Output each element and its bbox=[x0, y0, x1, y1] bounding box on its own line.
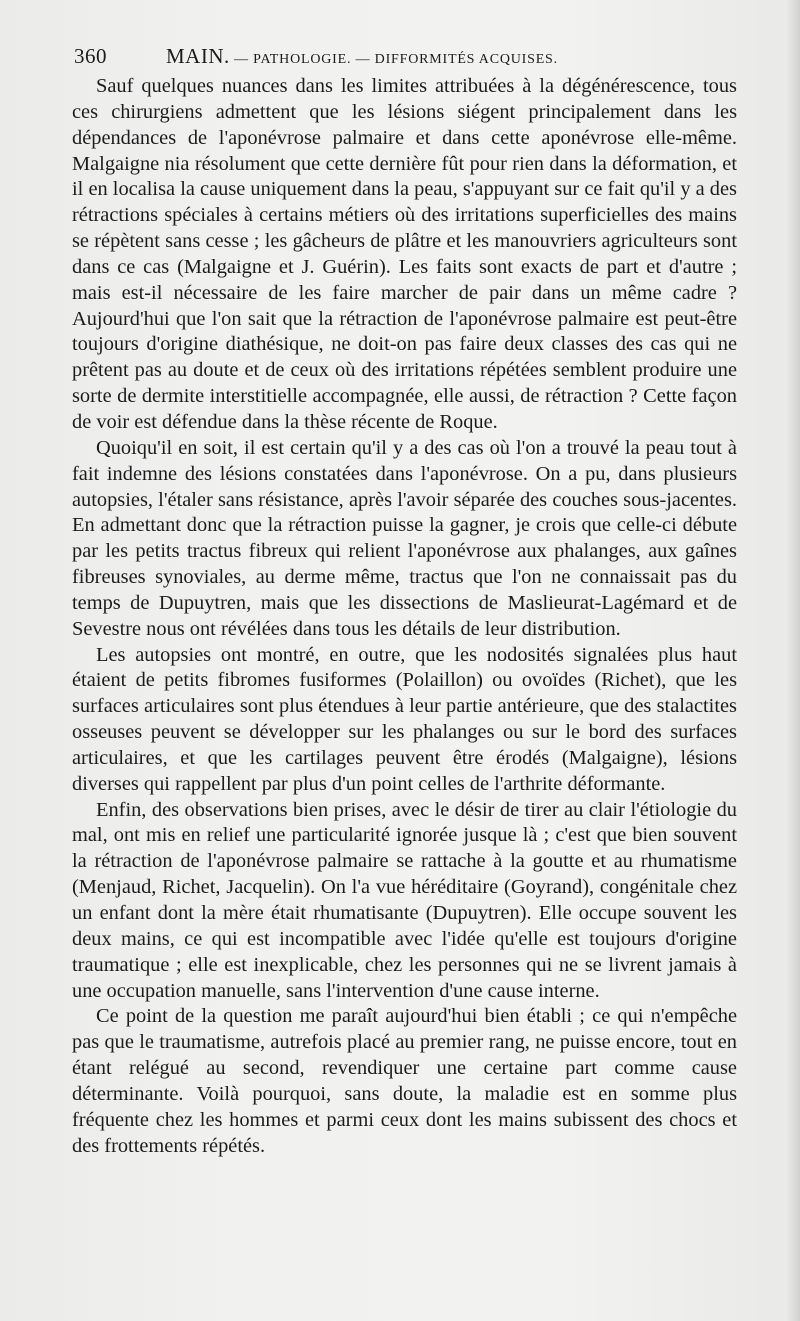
paragraph-4: Enfin, des observations bien prises, avec le désir de tirer au clair l'étiologie du mal, ont mis en relief une particularité ignorée jusque là ; c'est que bien souvent la rétraction de l'aponévrose palmaire se rattache à la goutte et au rhumatisme (Menjaud, Richet, Jacquelin). On l'a vue héréditaire (Goyrand), congénitale chez un enfant dont la mère était rhumatisante (Dupuytren). Elle occupe souvent les deux mains, ce qui est incompatible avec l'idée qu'elle est toujours d'origine traumatique ; elle est inexplicable, chez les personnes qui ne se livrent jamais à une occupation manuelle, sans l'intervention d'une cause interne. bbox=[72, 798, 737, 1002]
body-text bbox=[72, 74, 737, 1159]
page-edge-shadow bbox=[786, 0, 800, 1321]
page-number: 360 bbox=[74, 44, 107, 68]
running-title-main: MAIN. bbox=[166, 44, 230, 68]
paragraph-5: Ce point de la question me paraît aujourd'hui bien établi ; ce qui n'empêche pas que le traumatisme, autrefois placé au premier rang, ne puisse encore, tout en étant relégué au second, revendiquer une certaine part comme cause déterminante. Voilà pourquoi, sans doute, la maladie est en somme plus fréquente chez les hommes et parmi ceux dont les mains subissent des chocs et des frottements répétés. bbox=[72, 1005, 737, 1157]
paragraph-3: Les autopsies ont montré, en outre, que les nodosités signalées plus haut étaient de petits fibromes fusiformes (Polaillon) ou ovoïdes (Richet), que les surfaces articulaires sont plus étendues à leur partie antérieure, que des stalactites osseuses peuvent se développer sur les phalanges ou sur le bord des surfaces articulaires, et que les cartilages peuvent être érodés (Malgaigne), lésions diverses qui rappellent par plus d'un point celles de l'arthrite déformante. bbox=[72, 643, 737, 795]
running-header bbox=[74, 44, 734, 70]
paragraph-2: Quoiqu'il en soit, il est certain qu'il y a des cas où l'on a trouvé la peau tout à fait indemne des lésions constatées dans l'aponévrose. On a pu, dans plusieurs autopsies, l'étaler sans résistance, après l'avoir séparée des couches sous-jacentes. En admettant donc que la rétraction puisse la gagner, je crois que celle-ci débute par les petits tractus fibreux qui relient l'aponévrose aux phalanges, aux gaînes fibreuses synoviales, au derme même, tractus que l'on ne connaissait pas du temps de Dupuytren, mais que les dissections de Maslieurat-Lagémard et de Sevestre nous ont révélées dans tous les détails de leur distribution. bbox=[72, 436, 737, 640]
running-title bbox=[166, 44, 558, 69]
running-title-section: — PATHOLOGIE. — DIFFORMITÉS ACQUISES. bbox=[229, 52, 558, 67]
paragraph-1: Sauf quelques nuances dans les limites attribuées à la dégénérescence, tous ces chirurgiens admettent que les lésions siégent principalement dans les dépendances de l'aponévrose palmaire et dans cette aponévrose elle-même. Malgaigne nia résolument que cette dernière fût pour rien dans la déformation, et il en localisa la cause uniquement dans la peau, s'appuyant sur ce fait qu'il y a des rétractions spéciales à certains métiers où des irritations superficielles des mains se répètent sans cesse ; les gâcheurs de plâtre et les manouvriers agriculteurs sont dans ce cas (Malgaigne et J. Guérin). Les faits sont exacts de part et d'autre ; mais est-il nécessaire de les faire marcher de pair dans un même cadre ? Aujourd'hui que l'on sait que la rétraction de l'aponévrose palmaire est peut-être toujours d'origine diathésique, ne doit-on pas faire deux classes des cas qui ne prêtent pas au doute et de ceux où des irritations répétées semblent produire une sorte de dermite interstitielle accompagnée, elle aussi, de rétraction ? Cette façon de voir est défendue dans la thèse récente de Roque. bbox=[72, 75, 737, 433]
